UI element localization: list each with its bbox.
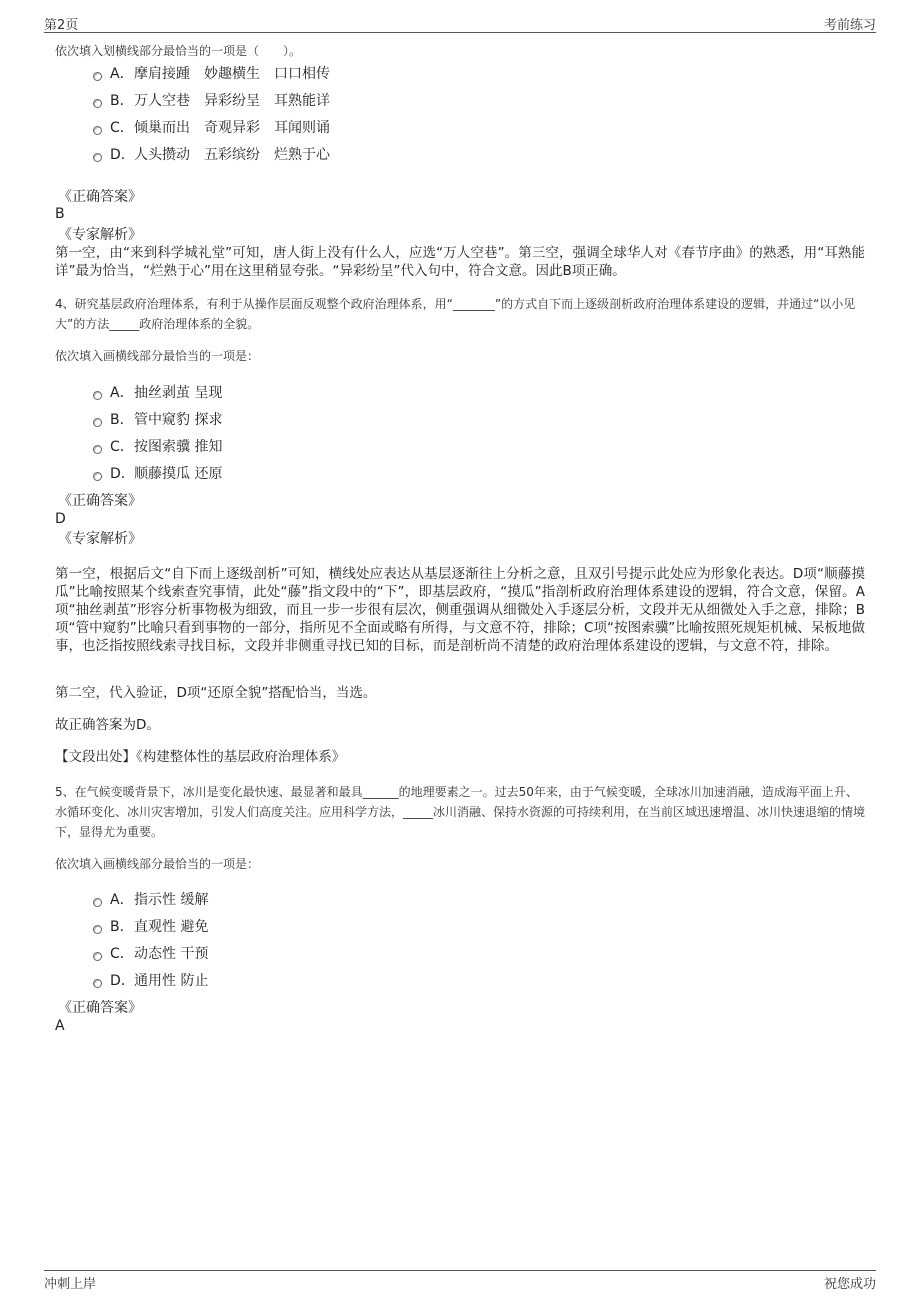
page-number: 第2页 bbox=[44, 18, 79, 33]
q4-answer-label: 《正确答案》 bbox=[58, 493, 142, 509]
radio-icon[interactable] bbox=[93, 153, 102, 162]
footer-left-text: 冲刺上岸 bbox=[44, 1277, 97, 1292]
q5-option-b[interactable]: B． 直观性 避免 bbox=[93, 915, 208, 937]
q5-answer: A bbox=[55, 1018, 65, 1034]
q4-option-a[interactable]: A． 抽丝剥茧 呈现 bbox=[93, 381, 222, 403]
radio-icon[interactable] bbox=[93, 898, 102, 907]
q4-stem: 4、研究基层政府治理体系，有利于从操作层面反观整个政府治理体系，用“_______”的方式自下而上逐级剖析政府治理体系建设的逻辑，并通过“以小见大”的方法_____政府治理体系的全貌。 bbox=[55, 297, 856, 331]
header-title: 考前练习 bbox=[823, 18, 876, 33]
q4-analysis-paragraph-2: 第二空，代入验证，D项“还原全貌”搭配恰当，当选。 bbox=[55, 685, 377, 701]
radio-icon[interactable] bbox=[93, 952, 102, 961]
q4-analysis-paragraph-1: 第一空，根据后文“自下而上逐级剖析”可知，横线处应表达从基层逐渐往上分析之意，且双引号提示此处应为形象化表达。D项“顺藤摸瓜”比喻按照某个线索查究事情，此处“藤”指文段中的“下”，即基层政府，“摸瓜”指剖析政府治理体系建设的逻辑，符合文意，保留。A项“抽丝剥茧”形容分析事物极为细致，而且一步一步很有层次，侧重强调从细微处入手逐层分析，文段并无从细微处入手之意，排除；B项“管中窥豹”比喻只看到事物的一部分，指所见不全面或略有所得，与文意不符，排除；C项“按图索骥”比喻按照死规矩机械、呆板地做事，也泛指按照线索寻找目标，文段并非侧重寻找已知的目标，而是剖析尚不清楚的政府治理体系建设的逻辑，与文意不符，排除。 bbox=[55, 566, 865, 654]
radio-icon[interactable] bbox=[93, 99, 102, 108]
q4-option-b[interactable]: B． 管中窥豹 探求 bbox=[93, 408, 222, 430]
q4-answer: D bbox=[55, 511, 66, 527]
radio-icon[interactable] bbox=[93, 418, 102, 427]
q4-analysis-paragraph-3: 故正确答案为D。 bbox=[55, 717, 160, 733]
q3-answer-label: 《正确答案》 bbox=[58, 189, 142, 205]
q3-analysis-label: 《专家解析》 bbox=[58, 227, 142, 243]
q4-prompt: 依次填入画横线部分最恰当的一项是： bbox=[55, 349, 260, 363]
q3-option-a[interactable]: A． 摩肩接踵 妙趣横生 口口相传 bbox=[93, 62, 330, 84]
q4-source: 【文段出处】《构建整体性的基层政府治理体系》 bbox=[55, 749, 346, 765]
q4-option-c[interactable]: C． 按图索骥 推知 bbox=[93, 435, 222, 457]
q3-stem: 依次填入划横线部分最恰当的一项是（ ）。 bbox=[55, 44, 302, 58]
radio-icon[interactable] bbox=[93, 925, 102, 934]
footer-right-text: 祝您成功 bbox=[823, 1277, 876, 1292]
header-rule bbox=[44, 32, 876, 33]
q4-analysis-label: 《专家解析》 bbox=[58, 531, 142, 547]
radio-icon[interactable] bbox=[93, 979, 102, 988]
radio-icon[interactable] bbox=[93, 72, 102, 81]
radio-icon[interactable] bbox=[93, 472, 102, 481]
radio-icon[interactable] bbox=[93, 445, 102, 454]
q5-option-a[interactable]: A． 指示性 缓解 bbox=[93, 888, 208, 910]
q5-prompt: 依次填入画横线部分最恰当的一项是： bbox=[55, 857, 260, 871]
q3-option-b[interactable]: B． 万人空巷 异彩纷呈 耳熟能详 bbox=[93, 89, 330, 111]
q5-answer-label: 《正确答案》 bbox=[58, 1000, 142, 1016]
q5-option-c[interactable]: C． 动态性 干预 bbox=[93, 942, 208, 964]
q3-analysis: 第一空，由“来到科学城礼堂”可知，唐人街上没有什么人，应选“万人空巷”。第三空，强调全球华人对《春节序曲》的熟悉，用“耳熟能详”最为恰当，“烂熟于心”用在这里稍显夸张。“异彩纷呈”代入句中，符合文意。因此B项正确。 bbox=[55, 245, 865, 279]
footer-rule bbox=[44, 1270, 876, 1271]
q3-option-c[interactable]: C． 倾巢而出 奇观异彩 耳闻则诵 bbox=[93, 116, 330, 138]
q3-answer: B bbox=[55, 206, 65, 222]
radio-icon[interactable] bbox=[93, 391, 102, 400]
q4-option-d[interactable]: D． 顺藤摸瓜 还原 bbox=[93, 462, 222, 484]
q5-option-d[interactable]: D． 通用性 防止 bbox=[93, 969, 208, 991]
q3-option-d[interactable]: D． 人头攒动 五彩缤纷 烂熟于心 bbox=[93, 143, 330, 165]
q5-stem: 5、在气候变暖背景下，冰川是变化最快速、最显著和最具______的地理要素之一。过去50年来，由于气候变暖，全球冰川加速消融，造成海平面上升、水循环变化、冰川灾害增加，引发人们高度关注。应用科学方法，_____冰川消融、保持水资源的可持续利用，在当前区域迅速增温、冰川快速退缩的情境下，显得尤为重要。 bbox=[55, 785, 866, 839]
radio-icon[interactable] bbox=[93, 126, 102, 135]
